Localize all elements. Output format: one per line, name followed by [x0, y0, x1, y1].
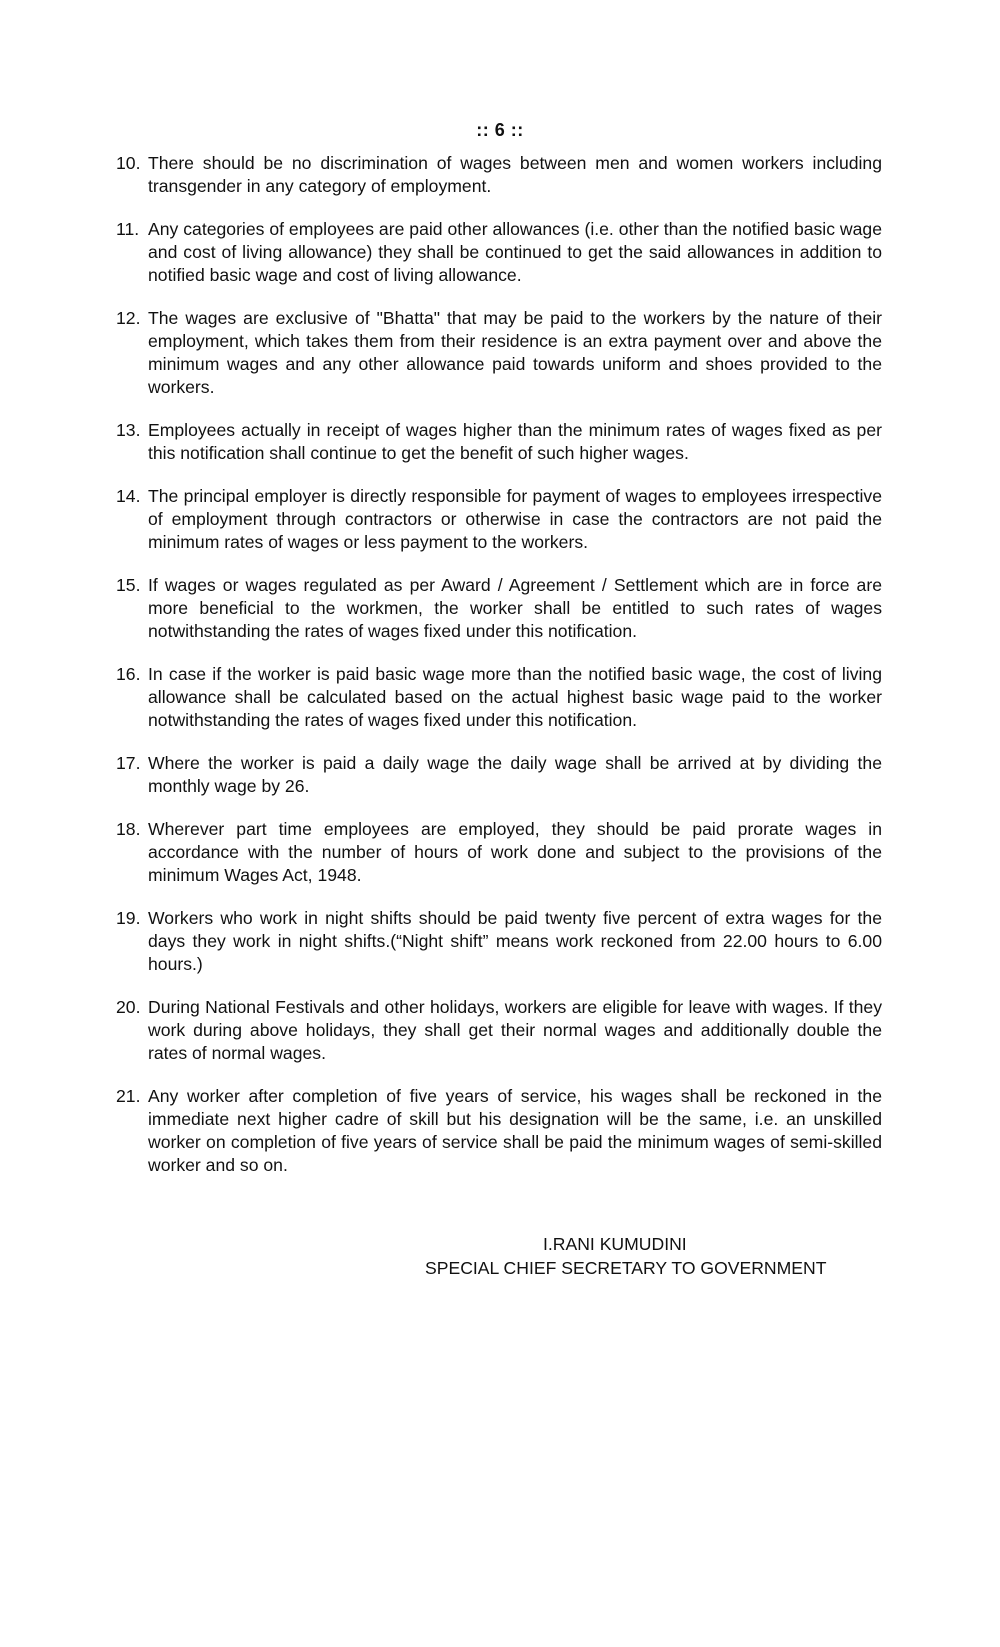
clause-number: 12. — [116, 308, 141, 328]
clause-item — [116, 307, 882, 399]
clause-item — [116, 485, 882, 554]
clause-text: The wages are exclusive of "Bhatta" that may be paid to the workers by the nature of their employment, which takes them from their residence is an extra payment over and above the minimum wages and any other allowance paid towards uniform and shoes provided to the workers. — [148, 308, 882, 397]
page-number: :: 6 :: — [476, 120, 524, 140]
clause-text: There should be no discrimination of wages between men and women workers including transgender in any category of employment. — [148, 153, 882, 196]
clause-text: In case if the worker is paid basic wage more than the notified basic wage, the cost of living allowance shall be calculated based on the actual highest basic wage paid to the worker notwithstanding the rates of wages fixed under this notification. — [148, 664, 882, 730]
clause-number: 19. — [116, 908, 141, 928]
clause-item — [116, 218, 882, 287]
clause-text: Workers who work in night shifts should be paid twenty five percent of extra wages for the days they work in night shifts.(“Night shift” means work reckoned from 22.00 hours to 6.00 hours.) — [148, 908, 882, 974]
clause-item — [116, 907, 882, 976]
clause-item — [116, 663, 882, 732]
clause-number: 18. — [116, 819, 141, 839]
clause-list — [116, 152, 882, 1197]
clause-number: 14. — [116, 486, 141, 506]
clause-number: 11. — [116, 219, 140, 239]
clause-text: The principal employer is directly responsible for payment of wages to employees irrespective of employment through contractors or otherwise in case the contractors are not paid the minimum rates of wages or less payment to the workers. — [148, 486, 882, 552]
clause-text: Any categories of employees are paid other allowances (i.e. other than the notified basic wage and cost of living allowance) they shall be continued to get the said allowances in addition to notified basic wage and cost of living allowance. — [148, 219, 882, 285]
clause-item — [116, 818, 882, 887]
clause-number: 17. — [116, 753, 141, 773]
clause-item — [116, 1085, 882, 1177]
clause-number: 15. — [116, 575, 141, 595]
clause-number: 13. — [116, 420, 141, 440]
clause-item — [116, 419, 882, 465]
clause-text: Employees actually in receipt of wages higher than the minimum rates of wages fixed as per this notification shall continue to get the benefit of such higher wages. — [148, 420, 882, 463]
clause-text: Where the worker is paid a daily wage the daily wage shall be arrived at by dividing the monthly wage by 26. — [148, 753, 882, 796]
clause-number: 21. — [116, 1086, 141, 1106]
clause-text: Any worker after completion of five years of service, his wages shall be reckoned in the immediate next higher cadre of skill but his designation will be the same, i.e. an unskilled worker on completion of five years of service shall be paid the minimum wages of semi-skilled worker and so on. — [148, 1086, 882, 1175]
signature-block — [400, 1232, 880, 1280]
clause-number: 10. — [116, 153, 141, 173]
clause-item — [116, 574, 882, 643]
clause-text: Wherever part time employees are employed, they should be paid prorate wages in accordance with the number of hours of work done and subject to the provisions of the minimum Wages Act, 1948. — [148, 819, 882, 885]
clause-text: During National Festivals and other holidays, workers are eligible for leave with wages. If they work during above holidays, they shall get their normal wages and additionally double the rates of normal wages. — [148, 997, 882, 1063]
clause-item — [116, 996, 882, 1065]
signatory-name: I.RANI KUMUDINI — [543, 1234, 687, 1254]
clause-text: If wages or wages regulated as per Award / Agreement / Settlement which are in force are more beneficial to the workmen, the worker shall be entitled to such rates of wages notwithstanding the rates of wages fixed under this notification. — [148, 575, 882, 641]
signatory-title: SPECIAL CHIEF SECRETARY TO GOVERNMENT — [425, 1258, 827, 1278]
clause-number: 16. — [116, 664, 141, 684]
clause-item — [116, 152, 882, 198]
clause-item — [116, 752, 882, 798]
clause-number: 20. — [116, 997, 141, 1017]
